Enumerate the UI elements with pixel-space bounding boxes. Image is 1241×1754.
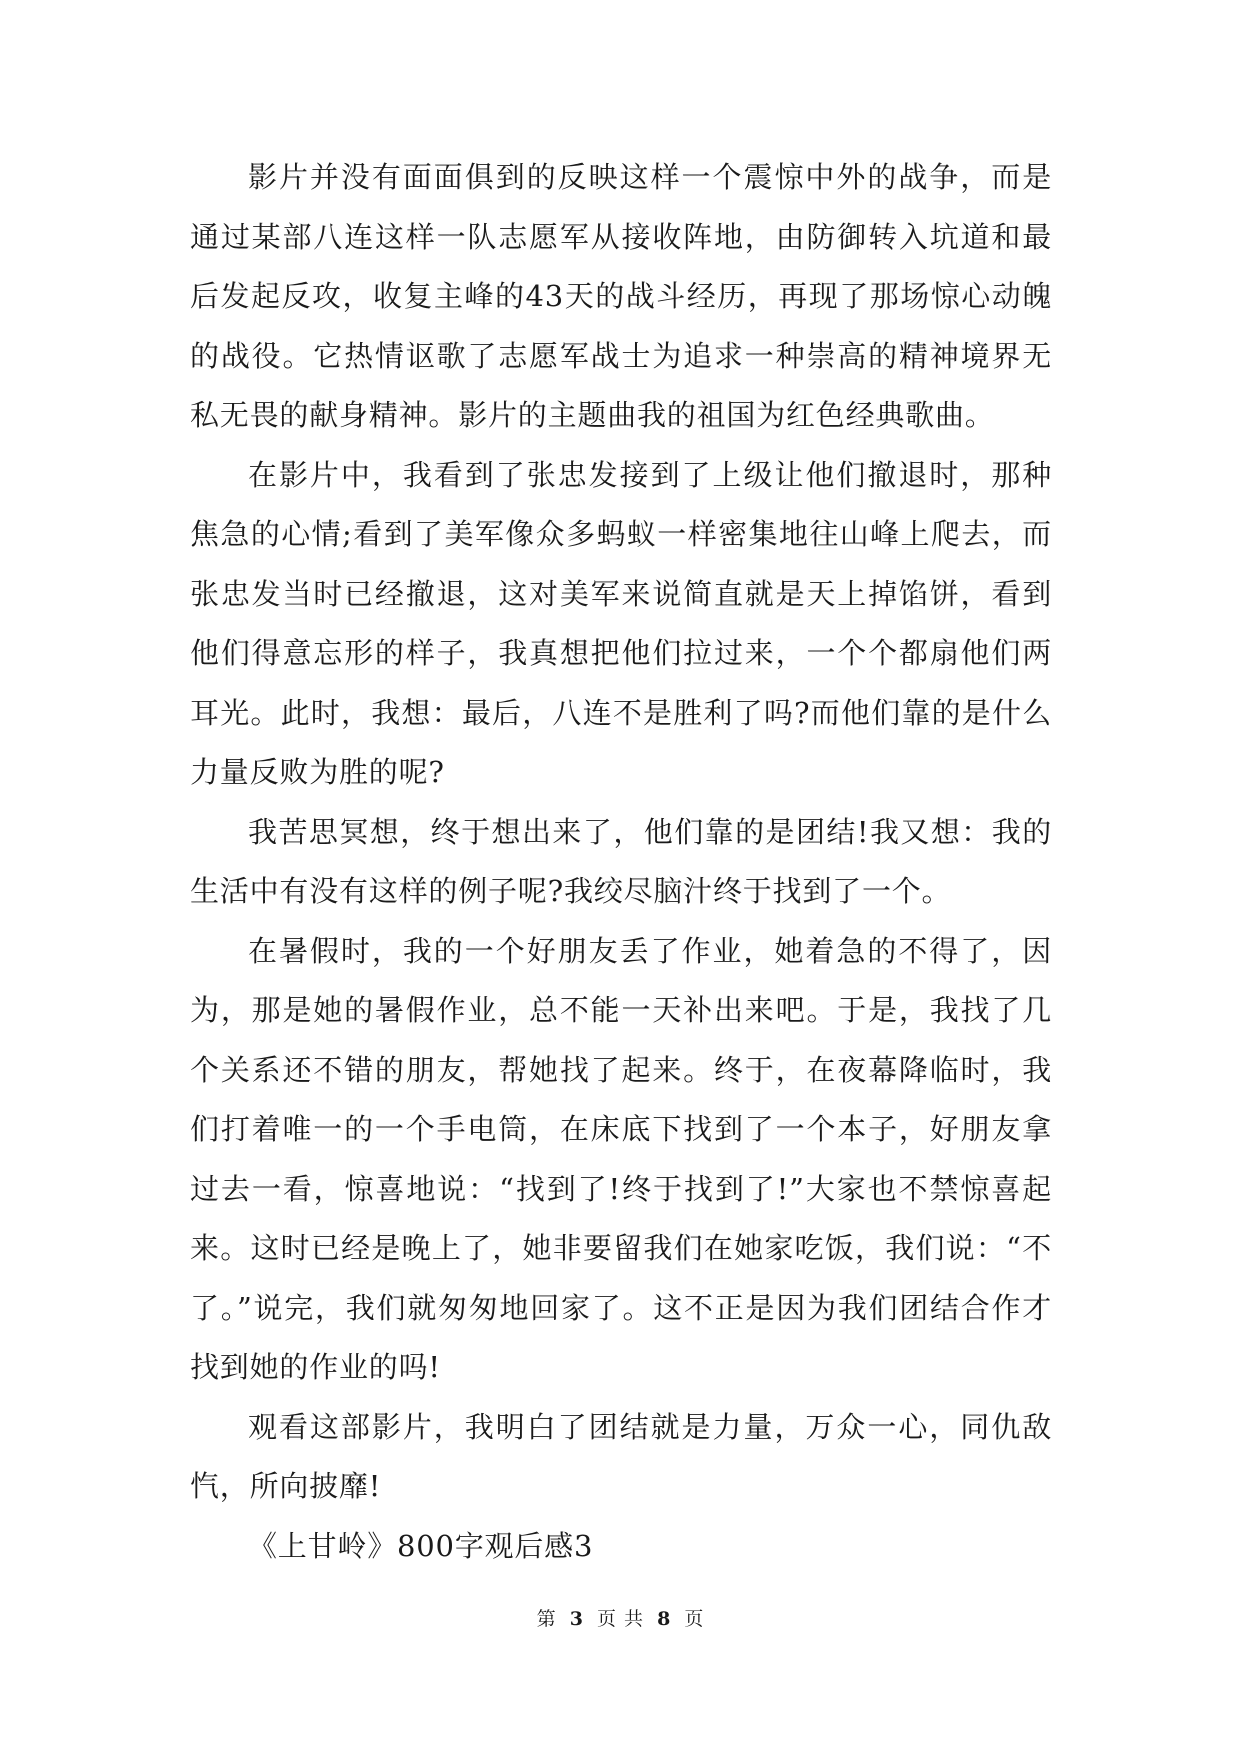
paragraph-1: 影片并没有面面俱到的反映这样一个震惊中外的战争，而是通过某部八连这样一队志愿军从接收阵地，由防御转入坑道和最后发起反攻，收复主峰的43天的战斗经历，再现了那场惊心动魄的战役。它热情讴歌了志愿军战士为追求一种崇高的精神境界无私无畏的献身精神。影片的主题曲我的祖国为红色经典歌曲。 xyxy=(190,160,1052,432)
page-footer xyxy=(0,1604,1241,1631)
footer-middle: 页 共 xyxy=(596,1608,645,1630)
document-body xyxy=(190,148,1052,1576)
current-page-number: 3 xyxy=(569,1608,584,1630)
section-heading: 《上甘岭》800字观后感3 xyxy=(248,1528,594,1563)
paragraph-3: 我苦思冥想，终于想出来了，他们靠的是团结!我又想：我的生活中有没有这样的例子呢?我绞尽脑汁终于找到了一个。 xyxy=(190,814,1052,908)
paragraph-5: 观看这部影片，我明白了团结就是力量，万众一心，同仇敌忾，所向披靡! xyxy=(190,1409,1052,1503)
paragraph-2: 在影片中，我看到了张忠发接到了上级让他们撤退时，那种焦急的心情;看到了美军像众多蚂蚁一样密集地往山峰上爬去，而张忠发当时已经撤退，这对美军来说简直就是天上掉馅饼，看到他们得意忘形的样子，我真想把他们拉过来，一个个都扇他们两耳光。此时，我想：最后，八连不是胜利了吗?而他们靠的是什么力量反败为胜的呢? xyxy=(190,457,1052,789)
footer-suffix: 页 xyxy=(684,1608,705,1630)
total-pages-number: 8 xyxy=(657,1608,672,1630)
footer-prefix: 第 xyxy=(536,1608,557,1630)
paragraph-4: 在暑假时，我的一个好朋友丢了作业，她着急的不得了，因为，那是她的暑假作业，总不能一天补出来吧。于是，我找了几个关系还不错的朋友，帮她找了起来。终于，在夜幕降临时，我们打着唯一的一个手电筒，在床底下找到了一个本子，好朋友拿过去一看，惊喜地说：“找到了!终于找到了!”大家也不禁惊喜起来。这时已经是晚上了，她非要留我们在她家吃饭，我们说：“不了。”说完，我们就匆匆地回家了。这不正是因为我们团结合作才找到她的作业的吗! xyxy=(190,933,1052,1384)
